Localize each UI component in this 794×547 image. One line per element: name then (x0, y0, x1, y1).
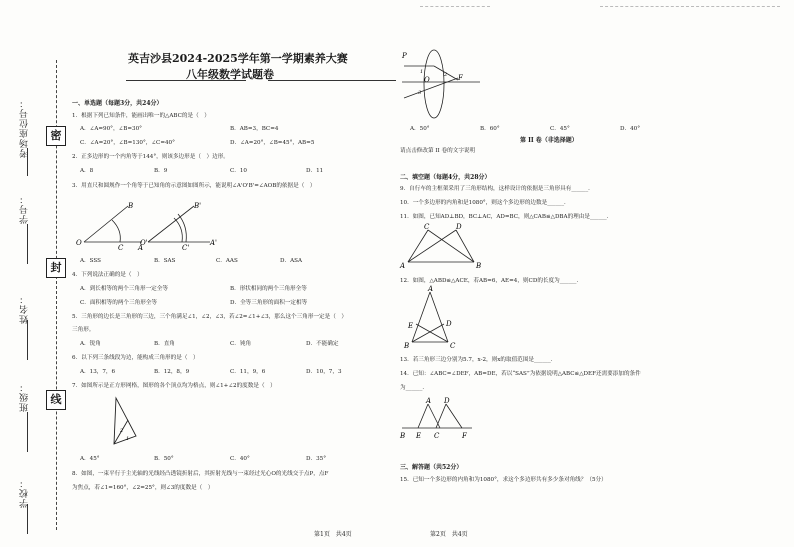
question-2: 2．正多边形的一个内角等于144°，则该多边形是（ ）边形。 (72, 154, 229, 160)
q7-grid-figure (66, 394, 186, 452)
name-label: 姓名： (20, 294, 30, 324)
q7-option-b[interactable]: B．50° (154, 456, 174, 462)
svg-text:D: D (446, 320, 452, 328)
q2-option-c[interactable]: C．10 (230, 168, 247, 174)
svg-text:O': O' (140, 239, 148, 247)
svg-text:E: E (408, 322, 414, 330)
q1-option-a[interactable]: A．∠A=90°，∠B=30° (80, 126, 142, 132)
q8-option-c[interactable]: C．45° (550, 126, 570, 132)
exam-title-line1: 英吉沙县2024-2025学年第一学期素养大赛 (128, 52, 348, 65)
question-1: 1．根据下列已知条件，能画出唯一的△ABC的是（ ） (72, 113, 210, 119)
q8-lens-figure (400, 46, 490, 124)
svg-text:B: B (128, 202, 134, 210)
svg-text:C: C (118, 244, 124, 252)
q3-option-d[interactable]: D．ASA (280, 258, 302, 264)
svg-text:A: A (400, 262, 406, 270)
svg-text:B: B (476, 262, 482, 270)
school-line[interactable] (27, 504, 28, 534)
title-rule (268, 80, 396, 81)
q5-option-d[interactable]: D．不能确定 (306, 341, 339, 347)
page-footer-right: 第2页 共4页 (430, 531, 468, 538)
svg-text:C': C' (182, 244, 190, 252)
seal-mi: 密 (46, 126, 66, 146)
question-14: 14．已知：∠ABC=∠DEF，AB=DE，若以“SAS”为依据说明△ABC≌△DEF还需要添加的条件 (400, 371, 641, 377)
svg-text:C: C (434, 432, 440, 440)
svg-text:2: 2 (444, 72, 448, 78)
q2-option-d[interactable]: D．11 (306, 168, 324, 174)
student-id-line[interactable] (27, 224, 28, 264)
q4-option-a[interactable]: A．到长相等的两个三角形一定全等 (80, 286, 168, 292)
q6-option-b[interactable]: B．12，8，9 (154, 369, 190, 375)
question-4: 4．下列说法正确的是（ ） (72, 272, 143, 278)
svg-text:O: O (76, 239, 82, 247)
seal-xian: 线 (46, 390, 66, 410)
seat-number-label: 考场座位号： (20, 98, 30, 158)
q7-option-c[interactable]: C．40° (230, 456, 250, 462)
section-solve: 三、解答题（共52分） (400, 464, 463, 471)
exam-title-line2: 八年级数学试题卷 (186, 68, 274, 81)
q4-option-c[interactable]: C．面积相等的两个三角形全等 (80, 300, 157, 306)
q12-figure (400, 286, 490, 354)
class-line[interactable] (27, 412, 28, 452)
name-line[interactable] (27, 320, 28, 360)
svg-text:F: F (462, 432, 467, 440)
svg-text:O: O (424, 76, 430, 84)
q5-option-c[interactable]: C．钝角 (230, 341, 252, 347)
seal-feng: 封 (46, 258, 66, 278)
svg-text:B: B (404, 342, 410, 350)
question-13: 13．若三角形三边分别为5.7，x-2，则x的取值范围是______． (400, 357, 557, 363)
question-8: 8．如图，一束平行于主光轴的光线经凸透镜折射后，其折射光线与一束经过光心O的光线交于点P，点F (72, 471, 329, 477)
svg-text:F: F (458, 74, 463, 82)
q3-option-a[interactable]: A．SSS (80, 258, 101, 264)
class-label: 班级： (20, 382, 30, 412)
question-15: 15．已知一个多边形的内角和为1080°，求这个多边形共有多少条对角线？（5分） (400, 477, 607, 483)
svg-text:P: P (402, 52, 407, 60)
q1-option-c[interactable]: C．∠A=20°，∠B=130°，∠C=40° (80, 140, 175, 146)
question-14-line2: 为______． (400, 385, 428, 391)
question-6: 6．以下列三条线段为边，能构成三角形的是（ ） (72, 355, 199, 361)
svg-text:B': B' (194, 202, 202, 210)
svg-text:D: D (444, 397, 450, 405)
q4-option-b[interactable]: B．形状相同的两个三角形全等 (230, 286, 307, 292)
school-label: 学校： (20, 478, 30, 508)
svg-text:C: C (450, 342, 456, 350)
q3-option-b[interactable]: B．SAS (154, 258, 176, 264)
q8-option-d[interactable]: D．40° (620, 126, 640, 132)
section-fill-blank: 二、填空题（每题4分，共28分） (400, 174, 491, 181)
question-11: 11．如图，已知AD⊥BD，BC⊥AC，AD=BC，则△CAB≌△DBA的理由是______． (400, 214, 613, 220)
q8-option-a[interactable]: A．50° (410, 126, 430, 132)
svg-text:B: B (400, 432, 406, 440)
top-dash (600, 6, 780, 7)
q14-figure (400, 398, 490, 442)
binding-strip (0, 0, 62, 547)
svg-text:D: D (456, 223, 462, 231)
question-8-line2: 为焦点，若∠1=160°，∠2=25°，则∠3的度数是（ ） (72, 485, 214, 491)
q5-option-b[interactable]: B．直角 (154, 341, 175, 347)
svg-text:1: 1 (420, 69, 424, 75)
q6-option-d[interactable]: D．10，7，3 (306, 369, 342, 375)
q7-option-a[interactable]: A．45° (80, 456, 100, 462)
question-12: 12．如图，△ABD≌△ACE，若AB=6，AE=4，则CD的长度为______． (400, 278, 583, 284)
q8-option-b[interactable]: B．60° (480, 126, 500, 132)
q3-option-c[interactable]: C．AAS (216, 258, 238, 264)
student-id-label: 学号： (20, 194, 30, 224)
q3-figure (66, 198, 396, 250)
page-footer-left: 第1页 共4页 (314, 531, 352, 538)
q1-option-b[interactable]: B．AB=3，BC=4 (230, 126, 279, 132)
question-5: 5．三角形的边长是三角形的三边，三个角满足∠1，∠2，∠3，若∠2=∠1+∠3，那么这个三角形一定是（ ） (72, 314, 347, 320)
q2-option-a[interactable]: A．8 (80, 168, 94, 174)
seat-number-line[interactable] (27, 148, 28, 176)
svg-text:E: E (416, 432, 422, 440)
part-two-note: 请点击修改第 II 卷的文字说明 (400, 148, 476, 154)
part-two-heading: 第 II 卷（非选择题） (520, 137, 578, 144)
question-9: 9．自行车的主框架采用了三角形结构，这样设计的依据是三角形具有______． (400, 186, 594, 192)
svg-text:A': A' (210, 239, 217, 247)
q6-option-a[interactable]: A．13，7，6 (80, 369, 116, 375)
q11-figure (400, 224, 490, 268)
svg-text:A: A (428, 285, 434, 293)
question-5-tail: 三角形。 (72, 327, 95, 333)
svg-text:2: 2 (120, 428, 124, 434)
top-dash (420, 6, 490, 7)
svg-text:3: 3 (418, 90, 422, 96)
q4-option-d[interactable]: D．全等三角形的面积一定相等 (230, 300, 308, 306)
svg-text:A: A (138, 244, 144, 252)
section-single-choice: 一、单选题（每题3分，共24分） (72, 100, 163, 107)
svg-text:1: 1 (126, 436, 130, 442)
svg-text:A: A (426, 397, 432, 405)
question-10: 10．一个多边形的内角和是1080°，则这个多边形的边数是______． (400, 200, 570, 206)
q2-option-b[interactable]: B．9 (154, 168, 168, 174)
question-3: 3．用直尺和圆规作一个角等于已知角的示意图如图所示，能说明∠A'O'B'=∠AOB的依据是（ ） (72, 183, 316, 189)
q7-option-d[interactable]: D．35° (306, 456, 326, 462)
question-7: 7．如图所示是正方形网格，图形的各个顶点均为格点，则∠1+∠2的度数是（ ） (72, 383, 276, 389)
q6-option-c[interactable]: C．11，9，6 (230, 369, 266, 375)
q5-option-a[interactable]: A．锐角 (80, 341, 101, 347)
q1-option-d[interactable]: D．∠A=20°，∠B=45°，AB=5 (230, 140, 315, 146)
svg-text:C: C (424, 223, 430, 231)
